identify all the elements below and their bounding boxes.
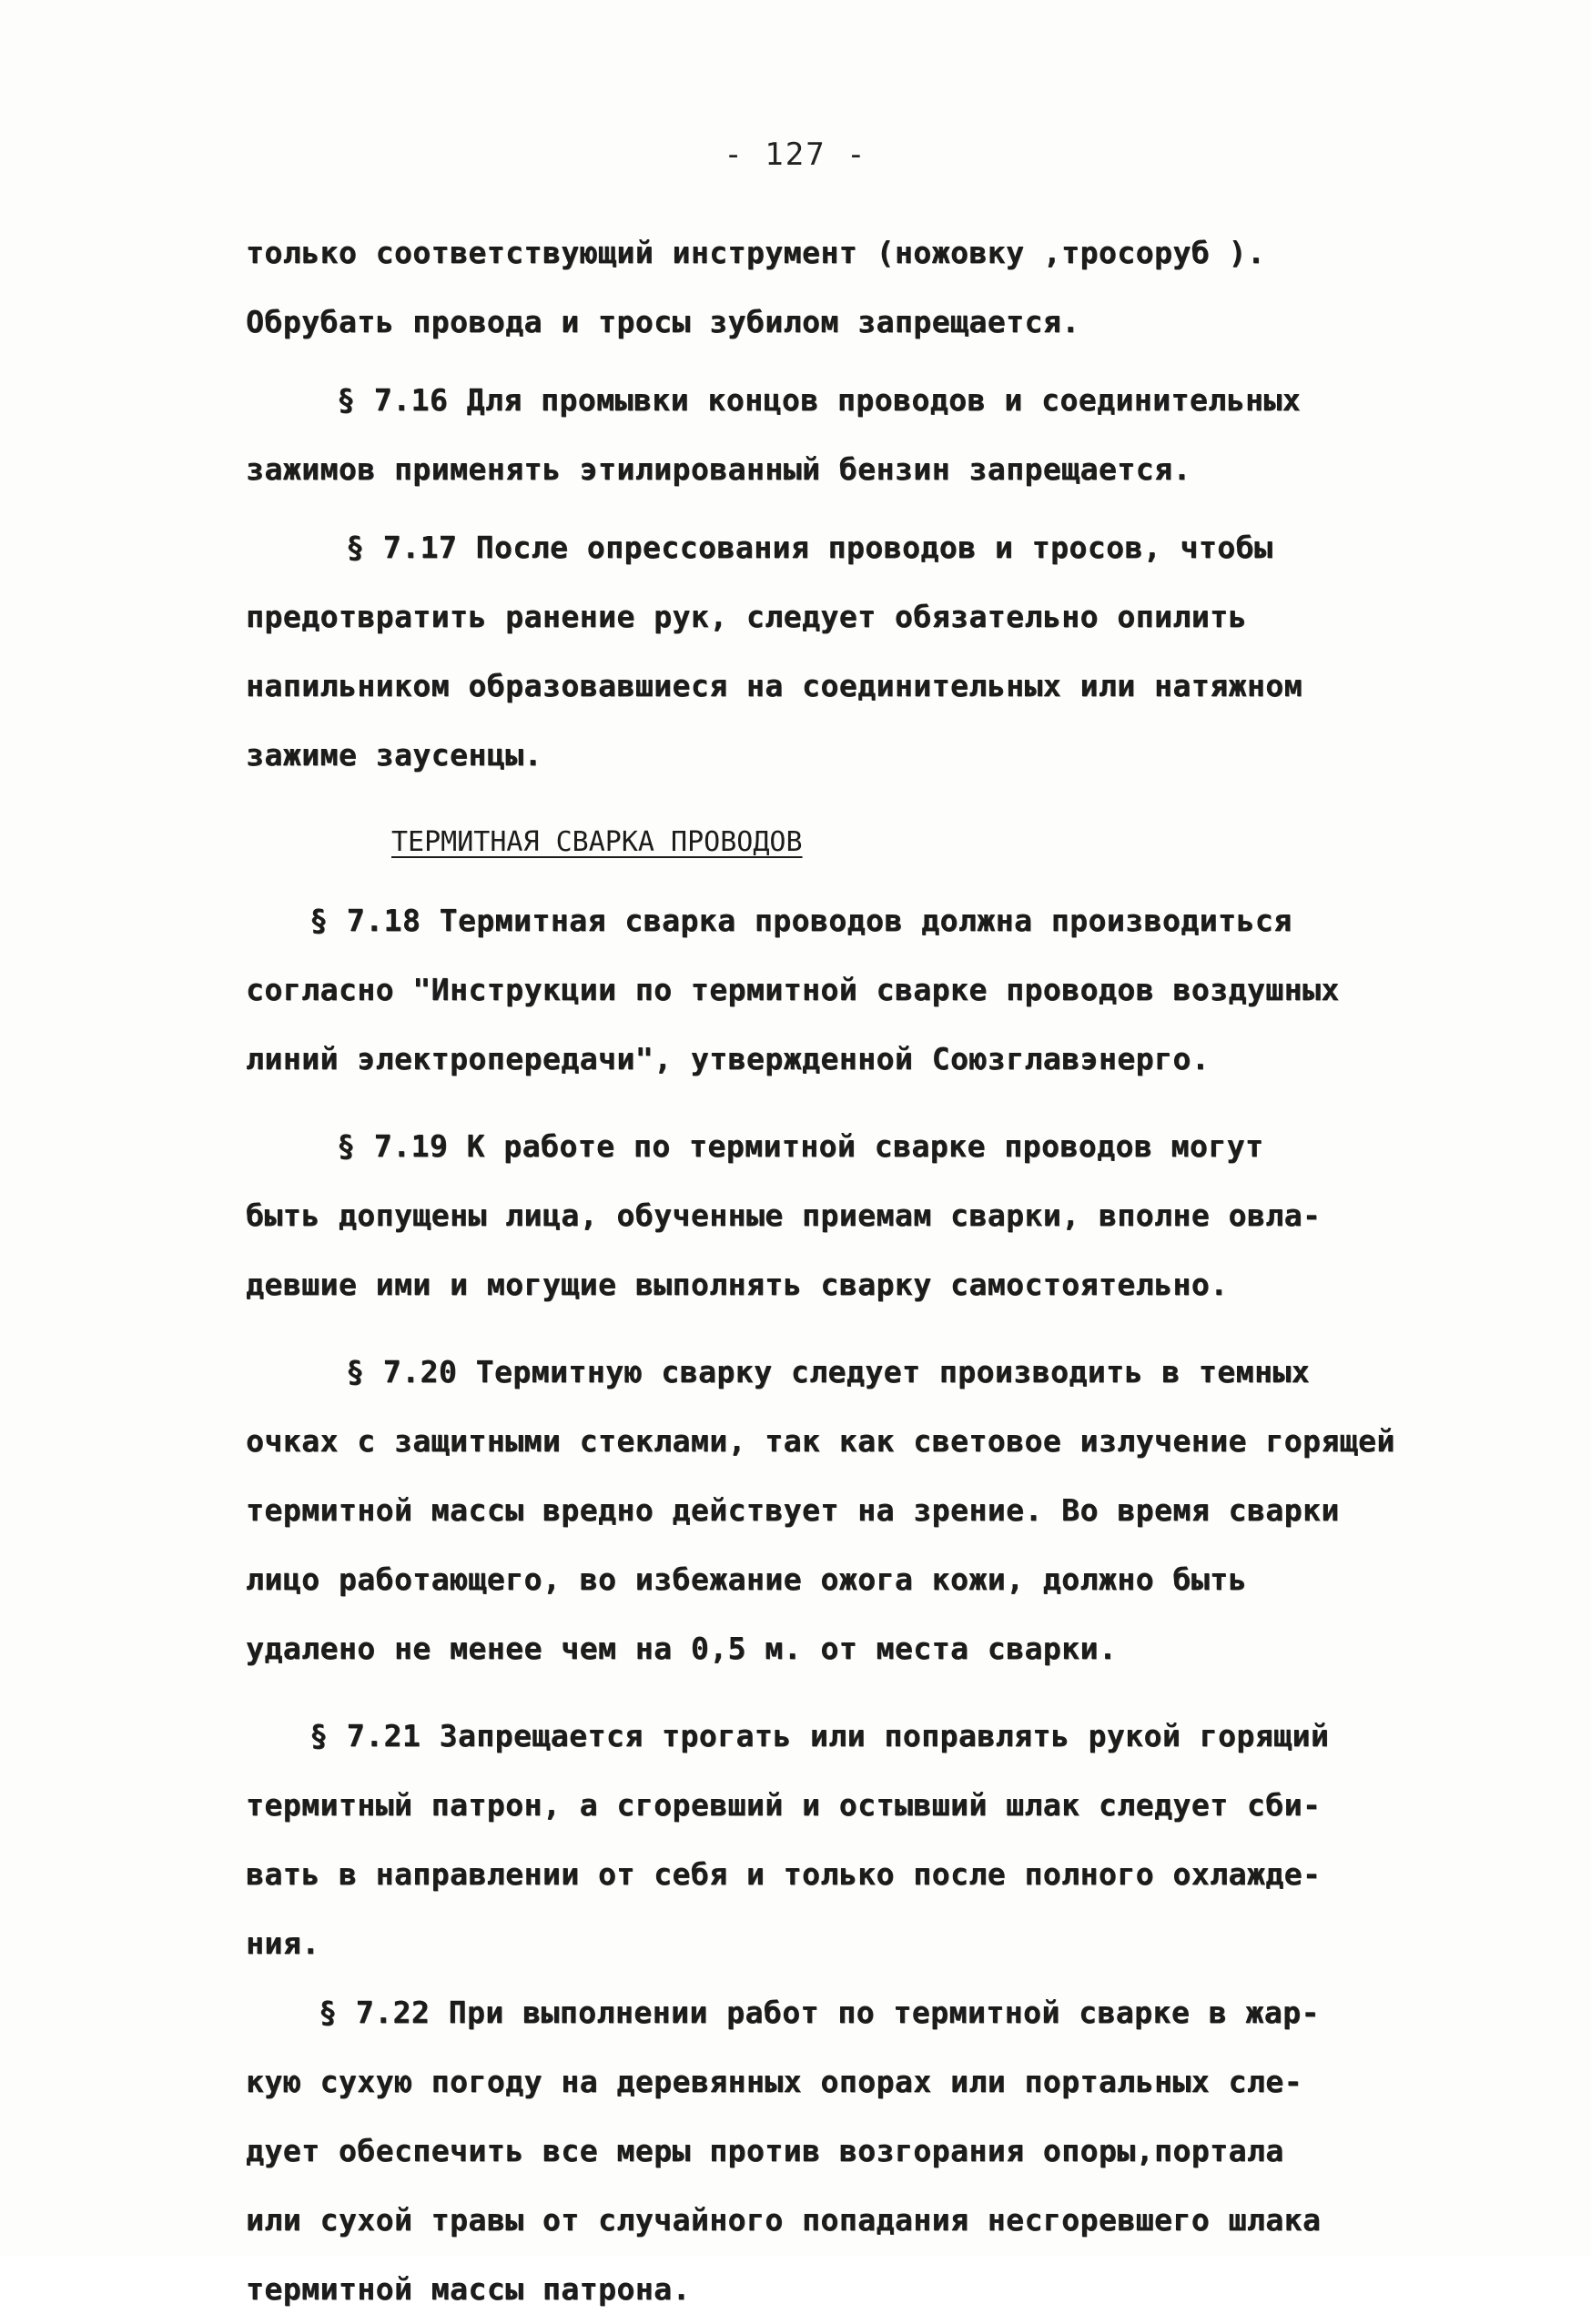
paragraph-7-17	[246, 513, 1365, 790]
section-heading	[246, 808, 1365, 877]
text-line: лицо работающего, во избежание ожога кожи, должно быть	[246, 1561, 1247, 1597]
page-number: - 127 -	[724, 136, 867, 173]
text-line: § 7.20 Термитную сварку следует производить в темных	[346, 1354, 1311, 1389]
text-line: § 7.21 Запрещается трогать или поправлять рукой горящий	[309, 1718, 1330, 1753]
paragraph-7-21	[246, 1702, 1365, 1978]
text-line: вать в направлении от себя и только после полного охлажде-	[246, 1856, 1322, 1892]
text-line: Обрубать провода и тросы зубилом запрещается.	[246, 304, 1080, 339]
document-body	[246, 218, 1395, 2324]
paragraph-7-19	[246, 1112, 1365, 1319]
text-line: термитной массы вредно действует на зрение. Во время сварки	[246, 1492, 1340, 1528]
text-line: или сухой травы от случайного попадания несгоревшего шлака	[246, 2202, 1322, 2238]
text-line: согласно "Инструкции по термитной сварке проводов воздушных	[246, 972, 1340, 1007]
text-line: удалено не менее чем на 0,5 м. от места сварки.	[246, 1631, 1118, 1666]
text-line: зажиме заусенцы.	[246, 737, 542, 773]
text-line: § 7.18 Термитная сварка проводов должна производиться	[309, 903, 1292, 938]
paragraph-continuation	[246, 218, 1365, 357]
text-line: девшие ими и могущие выполнять сварку самостоятельно.	[246, 1267, 1229, 1302]
section-heading-text: ТЕРМИТНАЯ СВАРКА ПРОВОДОВ	[391, 826, 803, 858]
text-line: § 7.17 После опрессования проводов и тросов, чтобы	[346, 530, 1273, 565]
text-line: очках с защитными стеклами, так как световое излучение горящей	[246, 1423, 1395, 1459]
paragraph-7-22	[246, 1978, 1365, 2324]
paragraph-7-20	[246, 1338, 1395, 1683]
text-line: кую сухую погоду на деревянных опорах или портальных сле-	[246, 2064, 1302, 2099]
paragraph-7-16	[246, 366, 1365, 504]
text-line: § 7.22 При выполнении работ по термитной сварке в жар-	[319, 1995, 1320, 2030]
text-line: § 7.16 Для промывки концов проводов и соединительных	[337, 382, 1302, 418]
text-line: только соответствующий инструмент (ножовку ,тросоруб ).	[246, 235, 1266, 270]
text-line: дует обеспечить все меры против возгорания опоры,портала	[246, 2133, 1284, 2168]
text-line: напильником образовавшиеся на соединительных или натяжном	[246, 668, 1302, 703]
text-line: быть допущены лица, обученные приемам сварки, вполне овла-	[246, 1197, 1322, 1233]
text-line: § 7.19 К работе по термитной сварке проводов могут	[337, 1128, 1264, 1164]
paragraph-7-18	[246, 886, 1365, 1094]
text-line: термитный патрон, а сгоревший и остывший шлак следует сби-	[246, 1787, 1322, 1823]
text-line: термитной массы патрона.	[246, 2271, 691, 2307]
text-line: ния.	[246, 1925, 320, 1961]
text-line: предотвратить ранение рук, следует обязательно опилить	[246, 599, 1247, 634]
text-line: зажимов применять этилированный бензин запрещается.	[246, 451, 1191, 487]
text-line: линий электропередачи", утвержденной Союзглавэнерго.	[246, 1041, 1211, 1076]
